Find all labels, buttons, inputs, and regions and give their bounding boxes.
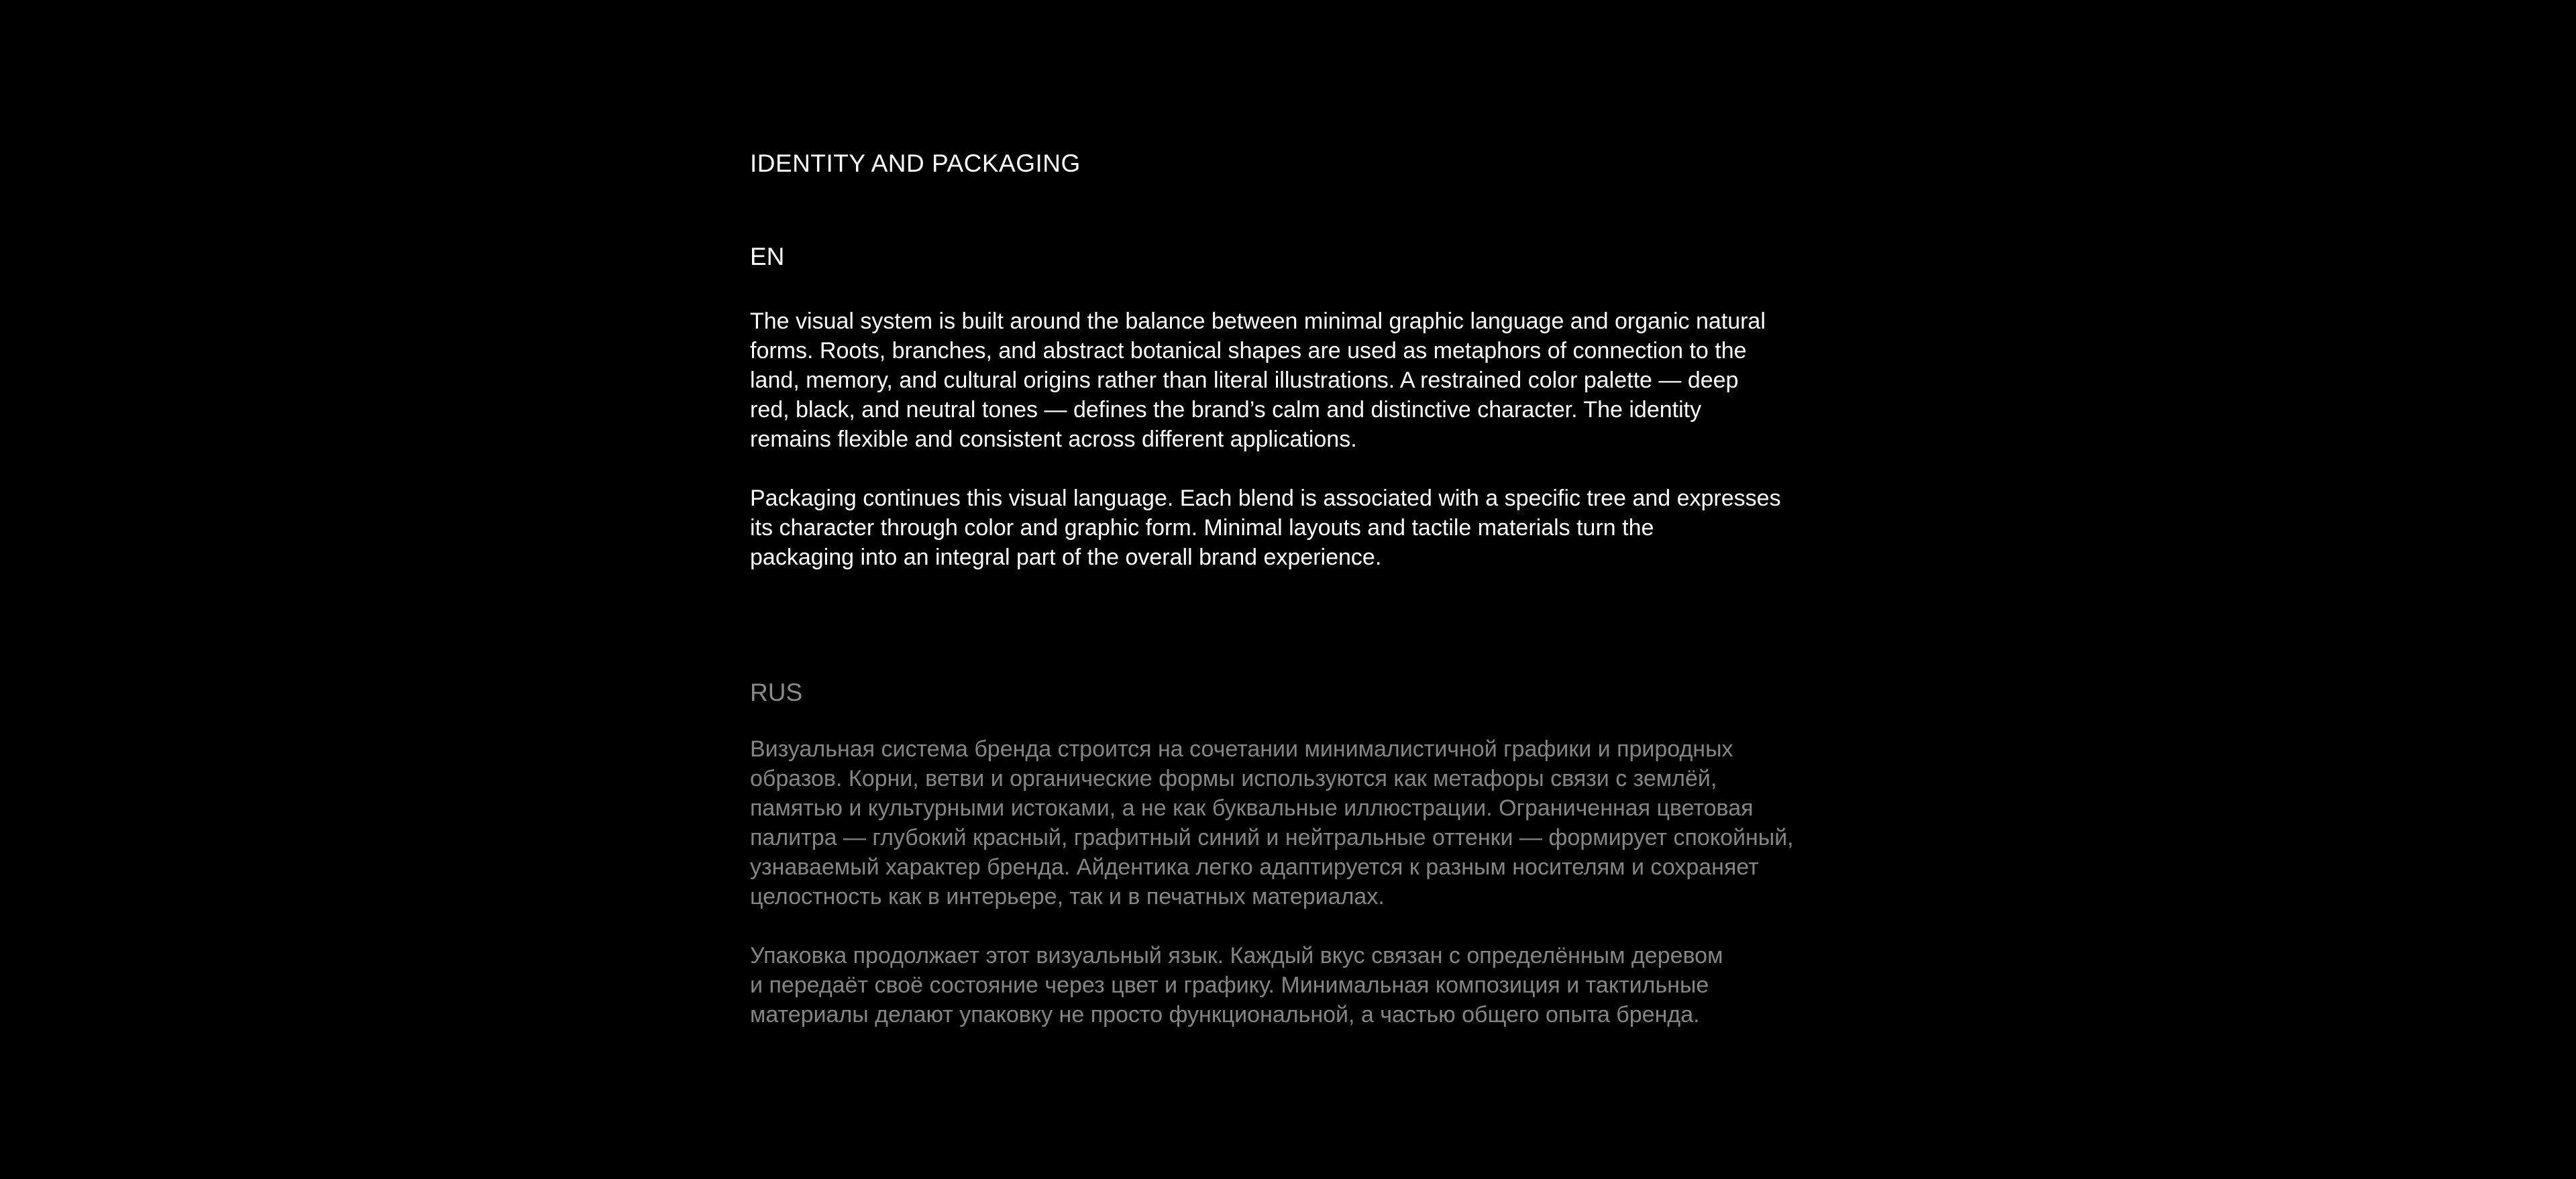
text-line: Packaging continues this visual language. Each blend is associated with a specific tree and expresses xyxy=(750,486,1781,511)
section-title: IDENTITY AND PACKAGING xyxy=(750,150,1081,177)
text-line: и передаёт своё состояние через цвет и графику. Минимальная композиция и тактильные xyxy=(750,972,1709,998)
lang-label-en: EN xyxy=(750,243,785,270)
text-line: its character through color and graphic form. Minimal layouts and tactile materials turn the xyxy=(750,515,1654,541)
en-paragraph-1 xyxy=(750,306,1850,454)
ru-paragraph-1 xyxy=(750,734,1850,911)
text-line: Визуальная система бренда строится на сочетании минималистичной графики и природных xyxy=(750,736,1733,762)
text-line: The visual system is built around the balance between minimal graphic language and organic natural xyxy=(750,308,1766,334)
text-line: памятью и культурными истоками, а не как буквальные иллюстрации. Ограниченная цветовая xyxy=(750,795,1754,821)
ru-paragraph-2 xyxy=(750,941,1850,1029)
text-line: образов. Корни, ветви и органические формы используются как метафоры связи с землёй, xyxy=(750,766,1717,791)
text-line: packaging into an integral part of the overall brand experience. xyxy=(750,545,1382,570)
text-line: forms. Roots, branches, and abstract botanical shapes are used as metaphors of connection to the xyxy=(750,338,1747,363)
text-line: remains flexible and consistent across different applications. xyxy=(750,427,1357,452)
text-line: целостность как в интерьере, так и в печатных материалах. xyxy=(750,884,1385,909)
text-line: red, black, and neutral tones — defines the brand’s calm and distinctive character. The identity xyxy=(750,397,1702,423)
text-line: материалы делают упаковку не просто функциональной, а частью общего опыта бренда. xyxy=(750,1002,1700,1027)
text-line: land, memory, and cultural origins rather than literal illustrations. A restrained color palette — deep xyxy=(750,368,1739,393)
text-line: узнаваемый характер бренда. Айдентика легко адаптируется к разным носителям и сохраняет xyxy=(750,854,1759,880)
text-line: палитра — глубокий красный, графитный синий и нейтральные оттенки — формирует спокойный, xyxy=(750,825,1794,850)
lang-label-ru: RUS xyxy=(750,679,803,706)
en-paragraph-2 xyxy=(750,484,1850,572)
text-line: Упаковка продолжает этот визуальный язык. Каждый вкус связан с определённым деревом xyxy=(750,943,1723,968)
